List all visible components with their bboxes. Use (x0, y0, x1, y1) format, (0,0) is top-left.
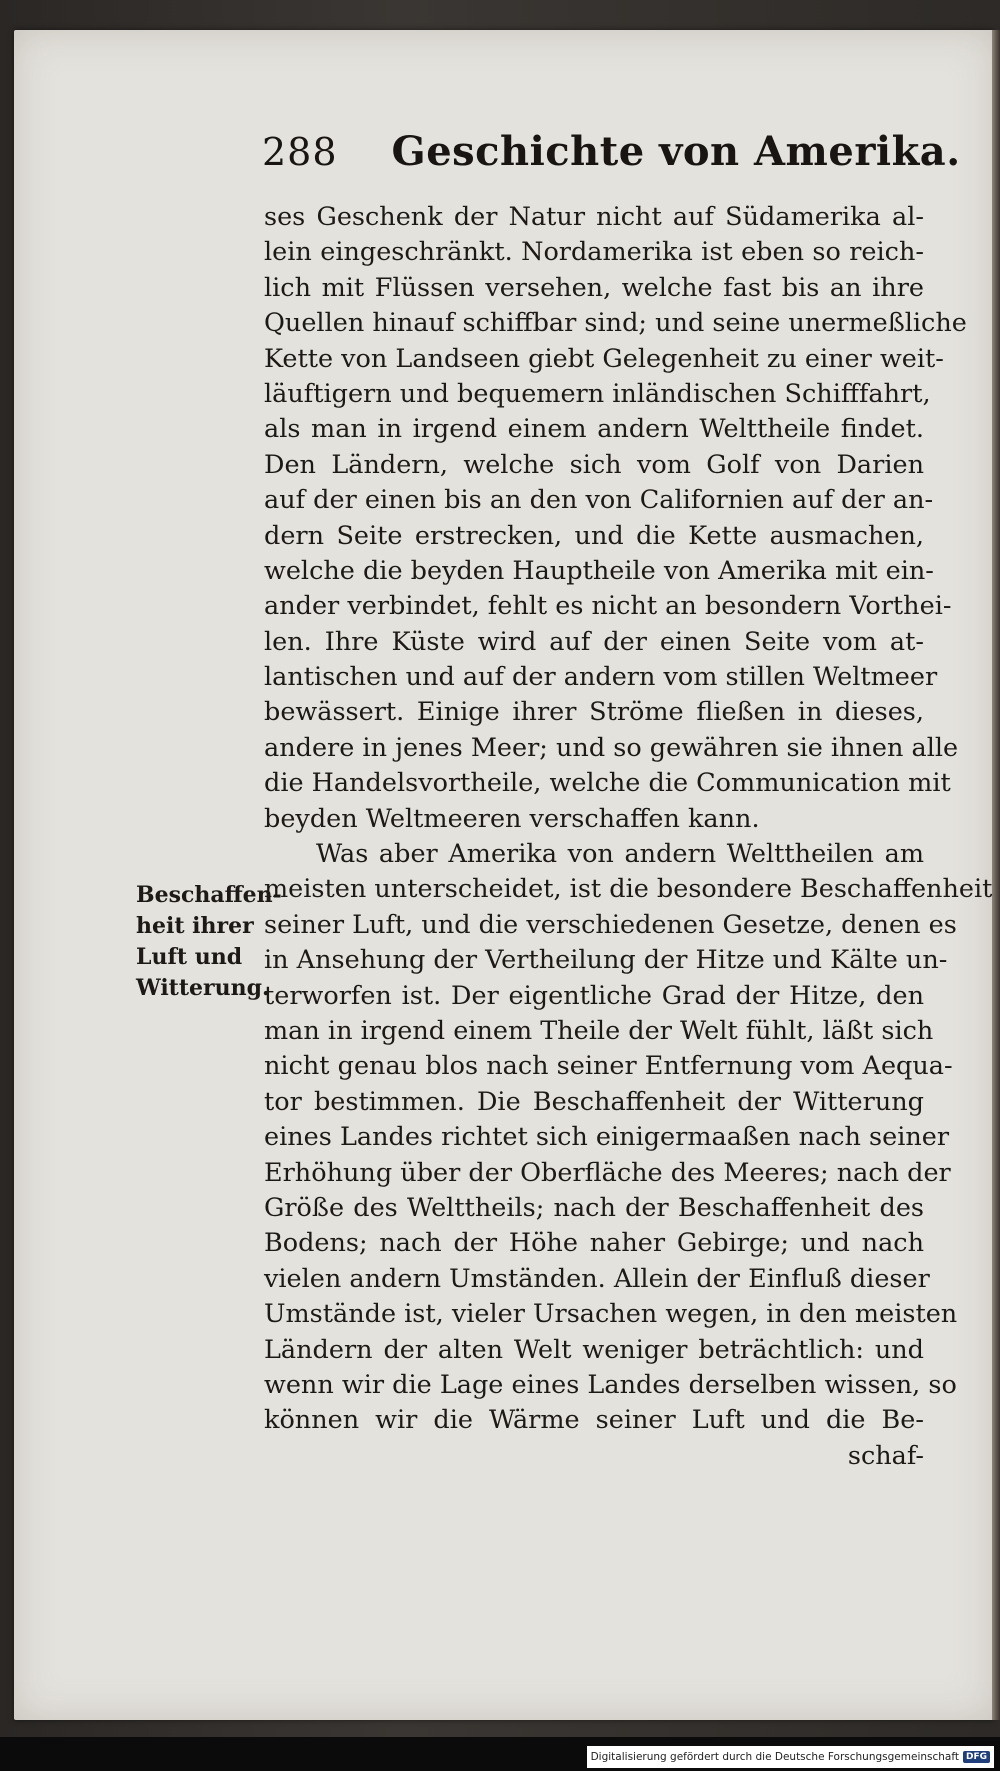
text-line: lantischen und auf der andern vom stillen Weltmeer (264, 662, 938, 693)
text-line: meisten unterscheidet, ist die besondere Beschaffenheit (264, 874, 993, 905)
text-line: nicht genau blos nach seiner Entfernung vom Aequa- (264, 1051, 953, 1082)
text-line: in Ansehung der Vertheilung der Hitze und Kälte un- (264, 945, 948, 976)
text-line: Den Ländern, welche sich vom Golf von Darien (264, 449, 924, 480)
text-line: welche die beyden Hauptheile von Amerika mit ein- (264, 555, 934, 586)
text-line: terworfen ist. Der eigentliche Grad der Hitze, den (264, 980, 924, 1011)
text-line: lein eingeschränkt. Nordamerika ist eben so reich- (264, 237, 924, 268)
margin-note-line: Witterung. (136, 975, 270, 1001)
text-line: Ländern der alten Welt weniger beträchtlich: und (264, 1334, 924, 1365)
text-line: ses Geschenk der Natur nicht auf Südamerika al- (264, 202, 924, 232)
text-line: läuftigern und bequemern inländischen Schifffahrt, (264, 378, 931, 409)
text-line: lich mit Flüssen versehen, welche fast bis an ihre (264, 272, 924, 303)
catchword: schaf- (847, 1440, 924, 1471)
digitization-credit (587, 1746, 994, 1768)
text-line: die Handelsvortheile, welche die Communication mit (264, 768, 951, 799)
text-line: wenn wir die Lage eines Landes derselben wissen, so (264, 1369, 957, 1400)
text-line: Quellen hinauf schiffbar sind; und seine unermeßliche (264, 308, 967, 339)
text-line: Was aber Amerika von andern Welttheilen am (316, 839, 924, 870)
text-line: man in irgend einem Theile der Welt fühlt, läßt sich (264, 1015, 934, 1046)
text-line: eines Landes richtet sich einigermaaßen nach seiner (264, 1122, 950, 1153)
text-line: andere in jenes Meer; und so gewähren sie ihnen alle (264, 732, 959, 763)
text-line: auf der einen bis an den von Californien auf der an- (264, 485, 934, 516)
text-line: bewässert. Einige ihrer Ströme fließen in dieses, (264, 697, 924, 728)
text-line: als man in irgend einem andern Welttheile findet. (264, 414, 924, 445)
page-edge (992, 30, 1000, 1720)
dfg-logo-icon: DFG (963, 1751, 990, 1763)
text-line: Bodens; nach der Höhe naher Gebirge; und nach (264, 1228, 924, 1259)
text-line: Größe des Welttheils; nach der Beschaffenheit des (264, 1192, 924, 1223)
body-text (264, 200, 993, 1474)
margin-note-line: heit ihrer (136, 913, 254, 939)
text-line: können wir die Wärme seiner Luft und die Be- (264, 1405, 924, 1436)
text-line: tor bestimmen. Die Beschaffenheit der Witterung (264, 1086, 924, 1117)
text-line: ander verbindet, fehlt es nicht an besondern Vorthei- (264, 591, 952, 622)
text-line: seiner Luft, und die verschiedenen Gesetze, denen es (264, 909, 957, 940)
text-line: len. Ihre Küste wird auf der einen Seite vom at- (264, 626, 924, 657)
credit-text: Digitalisierung gefördert durch die Deutsche Forschungsgemeinschaft (590, 1751, 959, 1763)
running-title: Geschichte von Amerika. (391, 128, 961, 175)
running-head (262, 128, 962, 188)
margin-note-line: Luft und (136, 944, 243, 970)
text-line: vielen andern Umständen. Allein der Einfluß dieser (264, 1263, 930, 1294)
page-number: 288 (262, 130, 338, 174)
margin-note-line: Beschaffen- (136, 882, 282, 908)
margin-note (136, 880, 282, 1004)
text-line: Kette von Landseen giebt Gelegenheit zu einer weit- (264, 343, 944, 374)
text-line: dern Seite erstrecken, und die Kette ausmachen, (264, 520, 924, 551)
text-line: Erhöhung über der Oberfläche des Meeres; nach der (264, 1157, 951, 1188)
footer-bar (0, 1737, 1000, 1771)
text-line: Umstände ist, vieler Ursachen wegen, in den meisten (264, 1299, 958, 1330)
text-line: beyden Weltmeeren verschaffen kann. (264, 803, 760, 834)
